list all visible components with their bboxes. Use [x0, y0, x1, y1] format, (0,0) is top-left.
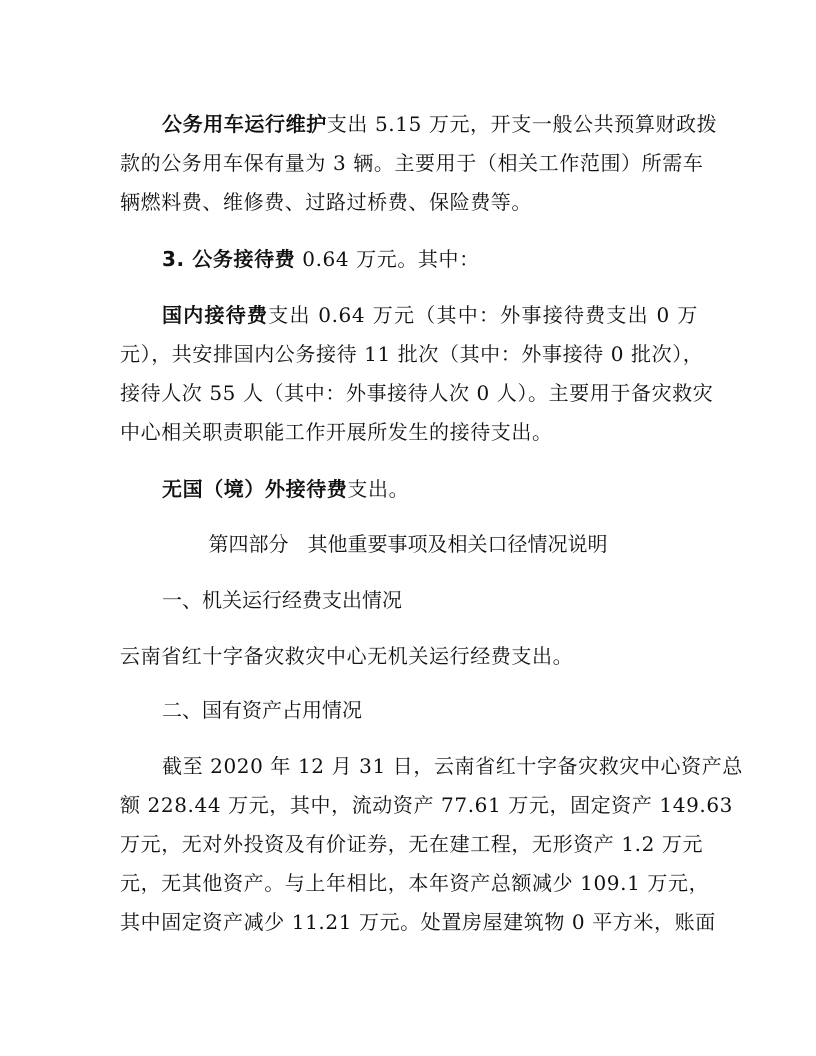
domestic-reception-line-2: 元），共安排国内公务接待 11 批次（其中：外事接待 0 批次），: [120, 342, 704, 366]
vehicle-maintenance-line-2: 款的公务用车保有量为 3 辆。主要用于（相关工作范围）所需车: [120, 151, 704, 175]
vehicle-maintenance-text: 支出 5.15 万元，开支一般公共预算财政拨: [326, 112, 718, 136]
vehicle-maintenance-line-1: [162, 112, 718, 136]
section-1-body: 云南省红十字备灾救灾中心无机关运行经费支出。: [120, 644, 574, 668]
domestic-reception-line-4: 中心相关职责职能工作开展所发生的接待支出。: [120, 420, 553, 444]
domestic-reception-text: 支出 0.64 万元（其中：外事接待费支出 0 万: [268, 303, 699, 327]
section-2-title: 二、国有资产占用情况: [162, 698, 362, 722]
section-2-line-4: 元，无其他资产。与上年相比，本年资产总额减少 109.1 万元，: [120, 871, 710, 895]
reception-fee-text: 0.64 万元。其中：: [295, 247, 480, 271]
reception-fee-line: [162, 247, 480, 271]
domestic-reception-line-3: 接待人次 55 人（其中：外事接待人次 0 人）。主要用于备灾救灾: [120, 381, 714, 405]
section-2-line-3: 万元，无对外投资及有价证券，无在建工程，无形资产 1.2 万元: [120, 832, 704, 856]
part-four-heading: 第四部分 其他重要事项及相关口径情况说明: [208, 532, 608, 556]
reception-fee-term: 3. 公务接待费: [162, 247, 296, 271]
vehicle-maintenance-term: 公务用车运行维护: [162, 112, 327, 136]
domestic-reception-term: 国内接待费: [162, 303, 269, 327]
foreign-reception-line: [162, 477, 409, 501]
foreign-reception-text: 支出。: [347, 477, 410, 501]
foreign-reception-term: 无国（境）外接待费: [162, 477, 348, 501]
vehicle-maintenance-line-3: 辆燃料费、维修费、过路过桥费、保险费等。: [120, 190, 532, 214]
section-2-line-5: 其中固定资产减少 11.21 万元。处置房屋建筑物 0 平方米，账面: [120, 910, 716, 934]
domestic-reception-line-1: [162, 303, 698, 327]
section-1-title: 一、机关运行经费支出情况: [162, 588, 402, 612]
section-2-line-2: 额 228.44 万元，其中，流动资产 77.61 万元，固定资产 149.63: [120, 793, 734, 817]
section-2-line-1: 截至 2020 年 12 月 31 日，云南省红十字备灾救灾中心资产总: [162, 754, 743, 778]
